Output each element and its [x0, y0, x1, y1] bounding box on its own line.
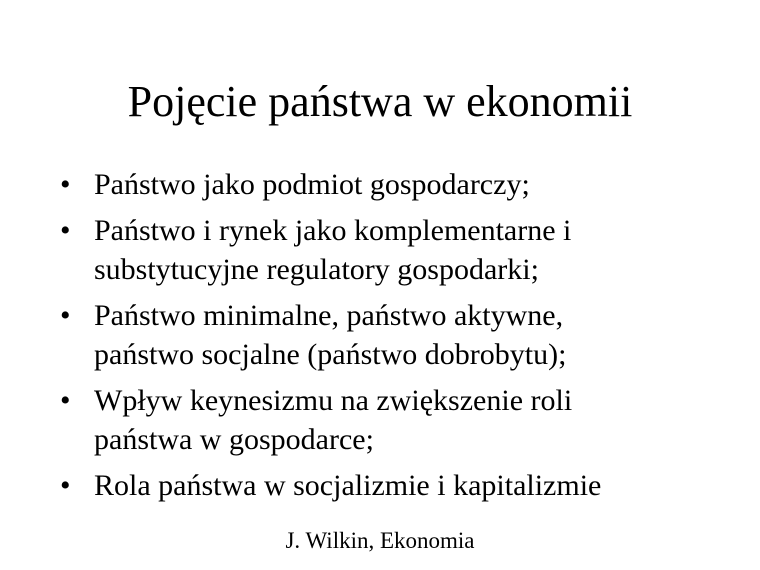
bullet-text: Państwo minimalne, państwo aktywne, [94, 299, 564, 332]
bullet-text-continued: substytucyjne regulatory gospodarki; [94, 253, 539, 286]
bullet-text: Państwo jako podmiot gospodarczy; [94, 168, 530, 201]
bullet-marker: • [60, 299, 71, 332]
bullet-marker: • [60, 168, 71, 201]
bullet-marker: • [60, 469, 71, 502]
bullet-item-4 [60, 381, 710, 459]
bullet-item-1 [60, 165, 710, 204]
slide-footer: J. Wilkin, Ekonomia [285, 528, 475, 553]
bullet-text: Wpływ keynesizmu na zwiększenie roli [94, 384, 573, 417]
bullet-text: Państwo i rynek jako komplementarne i [94, 214, 572, 247]
bullet-text-continued: państwo socjalne (państwo dobrobytu); [94, 338, 567, 371]
bullet-text: Rola państwa w socjalizmie i kapitalizmie [94, 469, 602, 502]
bullet-marker: • [60, 384, 71, 417]
bullet-item-5 [60, 466, 710, 505]
bullet-marker: • [60, 214, 71, 247]
bullet-list [60, 165, 710, 512]
bullet-item-3 [60, 296, 710, 374]
bullet-item-2 [60, 211, 710, 289]
bullet-text-continued: państwa w gospodarce; [94, 423, 374, 456]
slide-title: Pojęcie państwa w ekonomii [127, 77, 633, 126]
